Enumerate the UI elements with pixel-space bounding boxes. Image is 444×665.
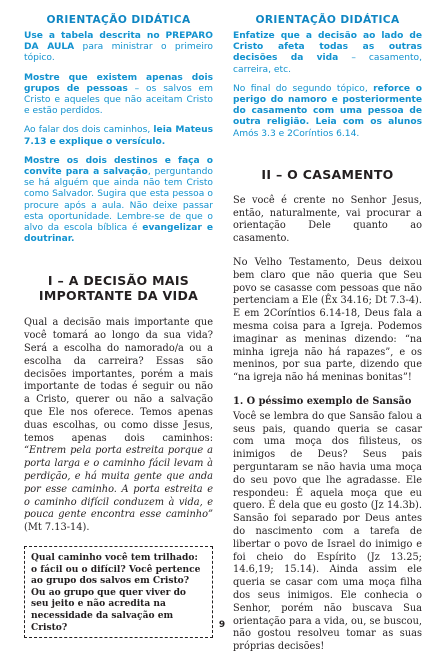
- didactic-heading: ORIENTAÇÃO DIDÁTICA: [255, 14, 400, 26]
- didactic-paragraph: Enfatize que a decisão ao lado de Cristo afeta todas as outras decisões da vida – casamento, carreira, etc.: [233, 31, 422, 75]
- didactic-heading: ORIENTAÇÃO DIDÁTICA: [46, 14, 191, 26]
- body-paragraph: Qual a decisão mais importante que você tomará ao longo da sua vida? Será a escolha do namorado/a ou a escolha da carreira? Essas são decisões importantes, porém a mais importante de todas é seguir ou não a Cristo, querer ou não a salvação que Ele nos oferece. Temos apenas duas escolhas, ou como disse Jesus, temos apenas dois caminhos: “Entrem pela porta estreita porque a porta larga e o caminho fácil levam à perdição, e há muita gente que anda por esse caminho. A porta estreita e o caminho difícil conduzem à vida, e pouca gente encontra esse caminho” (Mt 7.13-14).: [24, 317, 213, 534]
- didactic-paragraph: Mostre que existem apenas dois grupos de pessoas – os salvos em Cristo e aqueles que não aceitam Cristo e estão perdidos.: [24, 72, 213, 117]
- body-paragraph: Se você é crente no Senhor Jesus, então, naturalmente, vai procurar a orientação Dele quanto ao casamento.: [233, 194, 422, 245]
- page-number: 9: [218, 620, 226, 630]
- question-box: Qual caminho você tem trilhado: o fácil ou o difícil? Você pertence ao grupo dos salvos em Cristo? Ou ao grupo que quer viver do seu jeito e não acredita na necessidade da salvação em Cristo?: [24, 546, 213, 638]
- body-paragraph: Você se lembra do que Sansão falou a seus pais, quando queria se casar com uma moça dos filisteus, os inimigos de Deus? Seus pais perguntaram se não havia uma moça do seu povo que lhe agradasse. Ele respondeu: É aquela moça que eu quero. É dela que eu gosto (Jz 14.3b). Sansão foi separado por Deus antes do nascimento com a tarefa de libertar o povo de Israel do inimigo e foi cheio do Espírito (Jz 13.25; 14.6,19; 15.14). Ainda assim ele queria se casar com uma moça filha dos seus inimigos. Ele conhecia o Senhor, porém não buscava Sua orientação para a vida, ou, se buscou, não gostou resolveu tomar as suas próprias decisões!: [233, 410, 422, 653]
- didactic-paragraph: Use a tabela descrita no PREPARO DA AULA para ministrar o primeiro tópico.: [24, 31, 213, 64]
- didactic-paragraph: No final do segundo tópico, reforce o perigo do namoro e posteriormente do casamento com uma pessoa de outra religião. Leia com os alunos Amós 3.3 e 2Coríntios 6.14.: [233, 83, 422, 139]
- right-column: [233, 14, 422, 665]
- left-column: [24, 14, 213, 638]
- body-paragraph: No Velho Testamento, Deus deixou bem claro que não queria que Seu povo se casasse com pessoas que não pertenciam a Ele (Êx 34.16; Dt 7.3-4). E em 2Coríntios 6.14-18, Deus fala a mesma coisa para a Igreja. Podemos imaginar as meninas dizendo: “na minha igreja não há rapazes”, e os meninos, por sua parte, dizendo que “na igreja não há meninas bonitas”!: [233, 257, 422, 384]
- didactic-paragraph: Mostre os dois destinos e faça o convite para a salvação, perguntando se há alguém que ainda não tem Cristo como Salvador. Sugira que esta pessoa o procure após a aula. Não deixe passar esta oportunidade. Lembre-se de que o alvo da escola bíblica é evangelizar e doutrinar.: [24, 155, 213, 245]
- didactic-paragraph: Ao falar dos dois caminhos, leia Mateus 7.13 e explique o versículo.: [24, 125, 213, 147]
- section-title: I – A DECISÃO MAIS IMPORTANTE DA VIDA: [38, 273, 199, 304]
- subheading: 1. O péssimo exemplo de Sansão: [233, 395, 412, 407]
- section-title: II – O CASAMENTO: [261, 166, 394, 182]
